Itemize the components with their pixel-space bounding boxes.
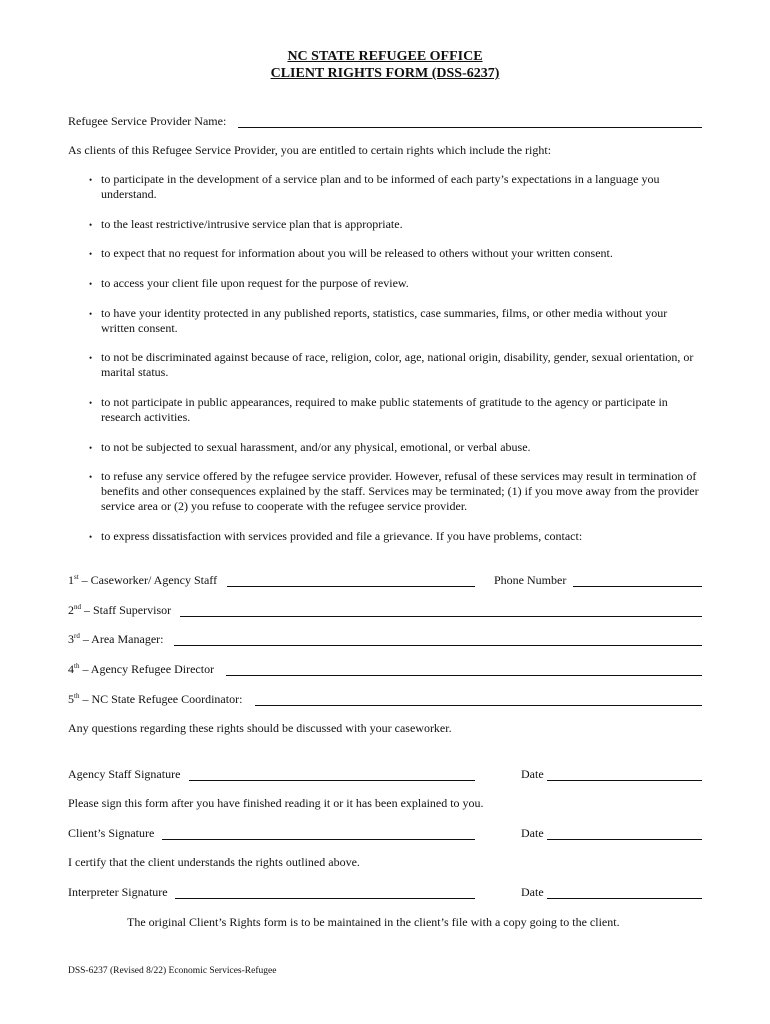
form-title-line-1: NC STATE REFUGEE OFFICE	[287, 49, 483, 64]
contact-role: – Area Manager:	[79, 632, 164, 646]
bullet-icon: •	[89, 443, 93, 453]
interpreter-signature-field[interactable]	[175, 898, 475, 899]
client-signature-label: Client’s Signature	[68, 826, 155, 840]
contact-ordinal: nd	[74, 603, 81, 611]
right-item-5: to have your identity protected in any published reports, statistics, case summaries, films, or other media without your written consent.	[101, 306, 668, 335]
right-item-9: to refuse any service offered by the refugee service provider. However, refusal of these services may result in termination of benefits and other consequences explained by the staff. Services may be terminated; (1) if you move away from the provider service area or (2) you refuse to cooperate with the refugee service provider.	[101, 469, 699, 513]
bullet-icon: •	[89, 220, 93, 230]
interpreter-signature-label: Interpreter Signature	[68, 885, 168, 899]
closing-note: The original Client’s Rights form is to be maintained in the client’s file with a copy going to the client.	[127, 915, 620, 929]
bullet-icon: •	[89, 532, 93, 542]
contact-number: 1	[68, 573, 74, 587]
bullet-icon: •	[89, 175, 93, 185]
right-item-10: to express dissatisfaction with services provided and file a grievance. If you have problems, contact:	[101, 529, 583, 543]
contact-number: 4	[68, 662, 74, 676]
bullet-icon: •	[89, 279, 93, 289]
provider-name-label: Refugee Service Provider Name:	[68, 114, 227, 128]
contact-role: – NC State Refugee Coordinator:	[79, 692, 243, 706]
contact-role: – Caseworker/ Agency Staff	[78, 573, 218, 587]
right-item-3: to expect that no request for information about you will be released to others without your written consent.	[101, 246, 613, 260]
right-item-2: to the least restrictive/intrusive service plan that is appropriate.	[101, 217, 403, 231]
bullet-icon: •	[89, 249, 93, 259]
contact-number: 2	[68, 603, 74, 617]
contact-number: 5	[68, 692, 74, 706]
questions-note: Any questions regarding these rights should be discussed with your caseworker.	[68, 721, 452, 735]
contact-area-manager-label	[68, 632, 163, 647]
provider-name-field[interactable]	[238, 127, 702, 128]
right-item-1: to participate in the development of a service plan and to be informed of each party’s expectations in a language you understand.	[101, 172, 660, 201]
refugee-director-field[interactable]	[226, 675, 702, 676]
bullet-icon: •	[89, 353, 93, 363]
contact-role: – Staff Supervisor	[81, 603, 172, 617]
contact-caseworker-label	[68, 573, 217, 588]
contact-role: – Agency Refugee Director	[79, 662, 215, 676]
contact-ordinal: th	[74, 692, 80, 700]
sign-instruction: Please sign this form after you have finished reading it or it has been explained to you.	[68, 796, 484, 810]
interpreter-date-label: Date	[521, 885, 544, 899]
contact-ordinal: rd	[74, 632, 80, 640]
bullet-icon: •	[89, 472, 93, 482]
right-item-7: to not participate in public appearances, required to make public statements of gratitude to the agency or participate in research activities.	[101, 395, 668, 424]
contact-number: 3	[68, 632, 74, 646]
contact-ordinal: th	[74, 662, 80, 670]
contact-coordinator-label	[68, 692, 242, 707]
agency-date-label: Date	[521, 767, 544, 781]
right-item-6: to not be discriminated against because of race, religion, color, age, national origin, disability, gender, sexual orientation, or marital status.	[101, 350, 694, 379]
agency-signature-field[interactable]	[189, 780, 475, 781]
client-date-field[interactable]	[547, 839, 702, 840]
interpreter-date-field[interactable]	[547, 898, 702, 899]
right-item-4: to access your client file upon request for the purpose of review.	[101, 276, 409, 290]
bullet-icon: •	[89, 309, 93, 319]
state-coordinator-field[interactable]	[255, 705, 702, 706]
area-manager-field[interactable]	[174, 645, 702, 646]
rights-intro: As clients of this Refugee Service Provider, you are entitled to certain rights which include the right:	[68, 143, 552, 157]
client-signature-field[interactable]	[162, 839, 475, 840]
contact-director-label	[68, 662, 214, 677]
agency-signature-label: Agency Staff Signature	[68, 767, 181, 781]
client-date-label: Date	[521, 826, 544, 840]
contact-ordinal: st	[74, 573, 79, 581]
phone-number-label: Phone Number	[494, 573, 567, 587]
contact-supervisor-label	[68, 603, 171, 618]
certify-statement: I certify that the client understands the rights outlined above.	[68, 855, 360, 869]
caseworker-field[interactable]	[227, 586, 475, 587]
right-item-8: to not be subjected to sexual harassment, and/or any physical, emotional, or verbal abuse.	[101, 440, 531, 454]
form-title-line-2: CLIENT RIGHTS FORM (DSS-6237)	[270, 66, 500, 81]
staff-supervisor-field[interactable]	[180, 616, 702, 617]
bullet-icon: •	[89, 398, 93, 408]
form-footer: DSS-6237 (Revised 8/22) Economic Services-Refugee	[68, 966, 277, 976]
agency-date-field[interactable]	[547, 780, 702, 781]
phone-number-field[interactable]	[573, 586, 702, 587]
